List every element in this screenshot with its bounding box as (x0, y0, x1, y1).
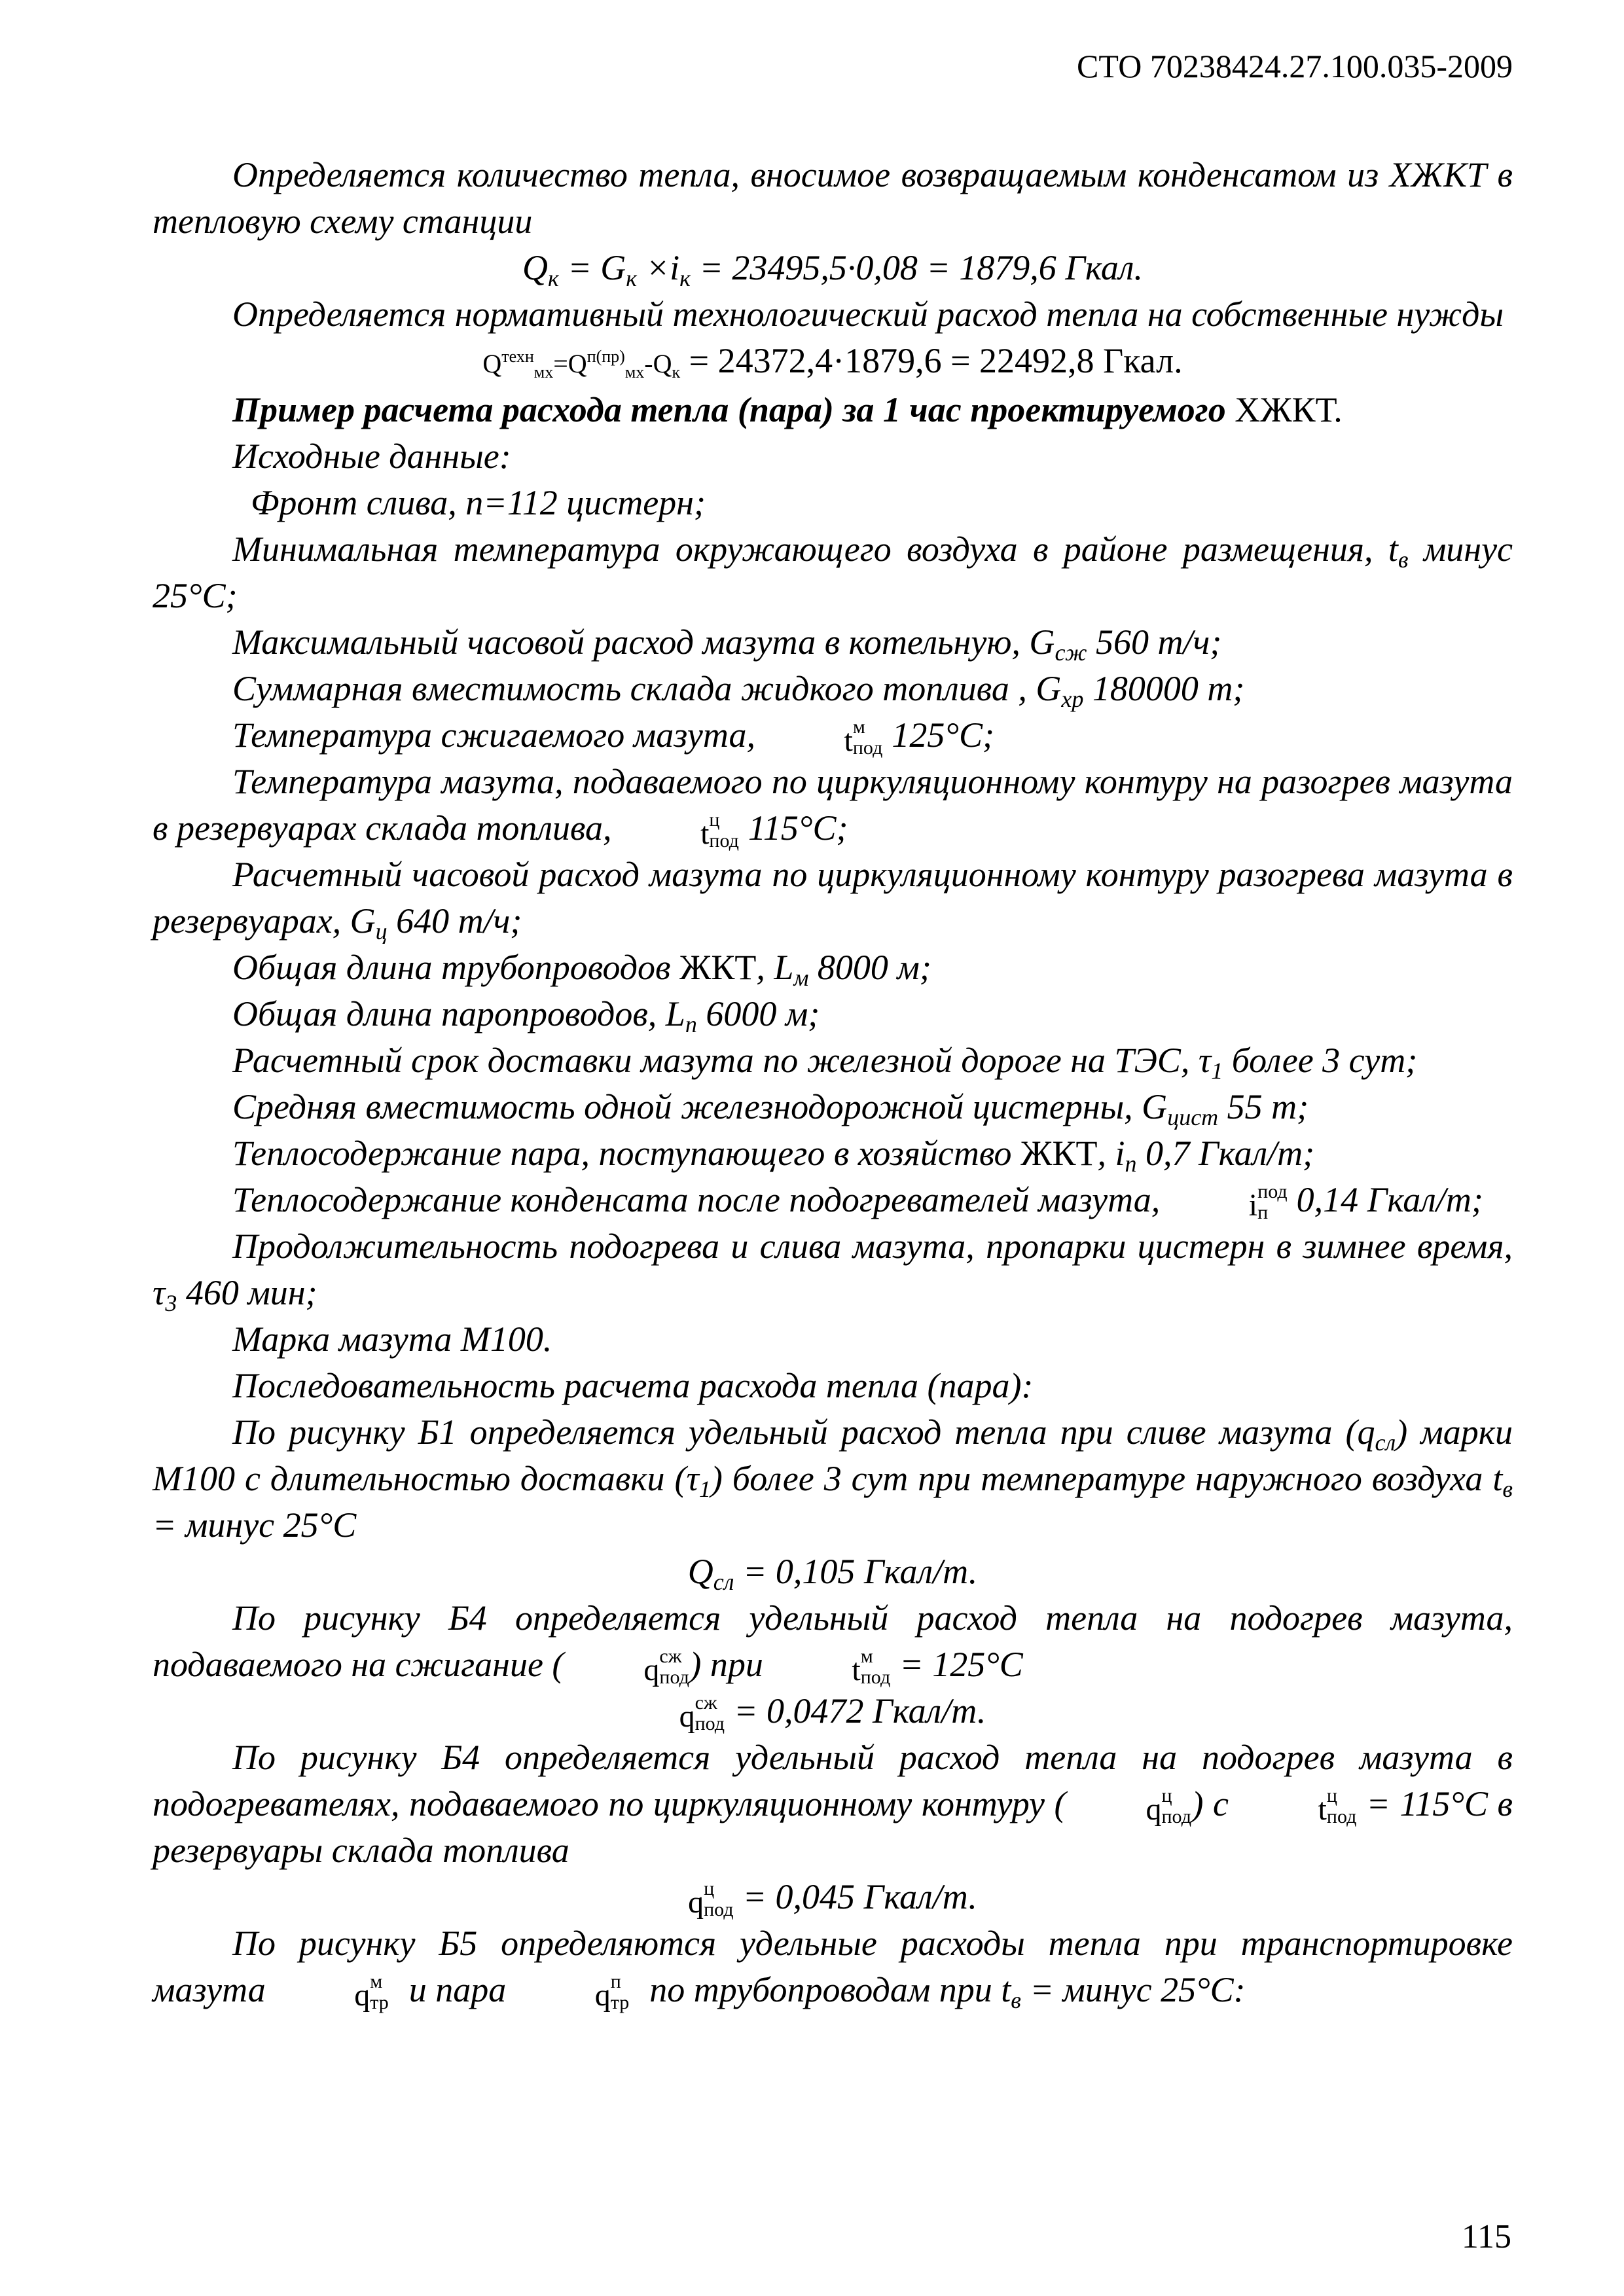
paragraph-delivery: Расчетный срок доставки мазута по железной дороге на ТЭС, $\tau_1$ более 3 сут; (232, 1041, 1418, 1084)
paragraph-condensate-enthalpy: Теплосодержание конденсата после подогревателей мазута, i под п 0,14 Гкал/т; (232, 1180, 1483, 1223)
paragraph-example-title: Пример расчета расхода тепла (пара) за 1 час проектируемого ХЖКТ. (232, 390, 1343, 429)
paragraph-condensate-heat: Определяется количество тепла, вносимое возвращаемым конденсатом из ХЖКТ в тепловую схему станции (153, 155, 1513, 241)
document-body (153, 152, 1513, 2013)
document-code-header: СТО 70238424.27.100.035-2009 (1077, 48, 1513, 84)
page-number: 115 (1461, 2218, 1511, 2255)
paragraph-sequence: Последовательность расчета расхода тепла (пара): (232, 1366, 1034, 1405)
paragraph-initial-data: Исходные данные: (232, 437, 511, 476)
paragraph-tank-capacity: Средняя вместимость одной железнодорожной цистерны, $G_{цист}$ 55 т; (232, 1087, 1309, 1130)
paragraph-storage: Суммарная вместимость склада жидкого топлива , $G_{хр}$ 180000 т; (232, 669, 1245, 712)
formula-qsl: $Q_{сл} = 0,105$ Гкал/т. (687, 1552, 978, 1595)
paragraph-fig-b4-burn: По рисунку Б4 определяется удельный расход тепла на подогрев мазута, подаваемого на сжигание ( q сж под ) при t м под = 125°С (153, 1598, 1513, 1688)
paragraph-front: Фронт слива, n=112 цистерн; (251, 483, 706, 522)
paragraph-steam-enthalpy: Теплосодержание пара, поступающего в хозяйство ЖКТ, $i_п$ 0,7 Гкал/т; (232, 1134, 1315, 1177)
formula-q-tech: $Q^{техн}_{мх}=Q^{п(пр)}_{мх}-Q_к = 24372,4\cdot 1879,6 = 22492,8$ Гкал. (482, 341, 1183, 382)
paragraph-circ-temp: Температура мазута, подаваемого по циркуляционному контуру на разогрев мазута в резервуарах склада топлива, t ц под 115°С; (153, 762, 1513, 852)
paragraph-steam-length: Общая длина паропроводов, $L_п$ 6000 м; (232, 994, 820, 1037)
paragraph-fig-b1: По рисунку Б1 определяется удельный расход тепла при сливе мазута $(q_{сл})$ марки М100 с длительностью доставки $(\tau_1)$ более 3 сут при температуре наружного воздуха $t_в$ = минус 25°С (153, 1412, 1513, 1545)
paragraph-fig-b5: По рисунку Б5 определяются удельные расходы тепла при транспортировке мазута q м тр и пара q п тр по трубопроводам при $t_в$ = минус 25°С: (153, 1924, 1513, 2013)
paragraph-pipe-length: Общая длина трубопроводов ЖКТ, $L_м$ 8000 м; (232, 948, 931, 991)
formula-q-burn: q сж под = 0,0472 Гкал/т. (679, 1691, 986, 1734)
paragraph-fig-b4-circ: По рисунку Б4 определяется удельный расход тепла на подогрев мазута в подогревателях, подаваемого по циркуляционному контуру ( q ц под ) с t ц под = 115°С в резервуары склада топлива (153, 1738, 1513, 1870)
formula-q-circ: q ц под = 0,045 Гкал/т. (688, 1877, 977, 1920)
paragraph-burn-temp: Температура сжигаемого мазута, t м под 125°С; (232, 715, 994, 759)
paragraph-max-flow: Максимальный часовой расход мазута в котельную, $G_{сж}$ 560 т/ч; (232, 622, 1222, 666)
formula-qk: $Q_к = G_к \times i_к = 23495,5\cdot 0,08 = 1879,6$ Гкал. (522, 248, 1143, 291)
paragraph-heating-duration: Продолжительность подогрева и слива мазута, пропарки цистерн в зимнее время, $\tau_3$ 460 мин; (153, 1227, 1513, 1316)
paragraph-grade: Марка мазута М100. (232, 1319, 552, 1359)
paragraph-own-needs: Определяется нормативный технологический расход тепла на собственные нужды (232, 295, 1504, 334)
paragraph-min-temp: Минимальная температура окружающего воздуха в районе размещения, $t_в$ минус 25°С; (153, 529, 1513, 615)
paragraph-circ-flow: Расчетный часовой расход мазута по циркуляционному контуру разогрева мазута в резервуарах, $G_ц$ 640 т/ч; (153, 855, 1513, 944)
